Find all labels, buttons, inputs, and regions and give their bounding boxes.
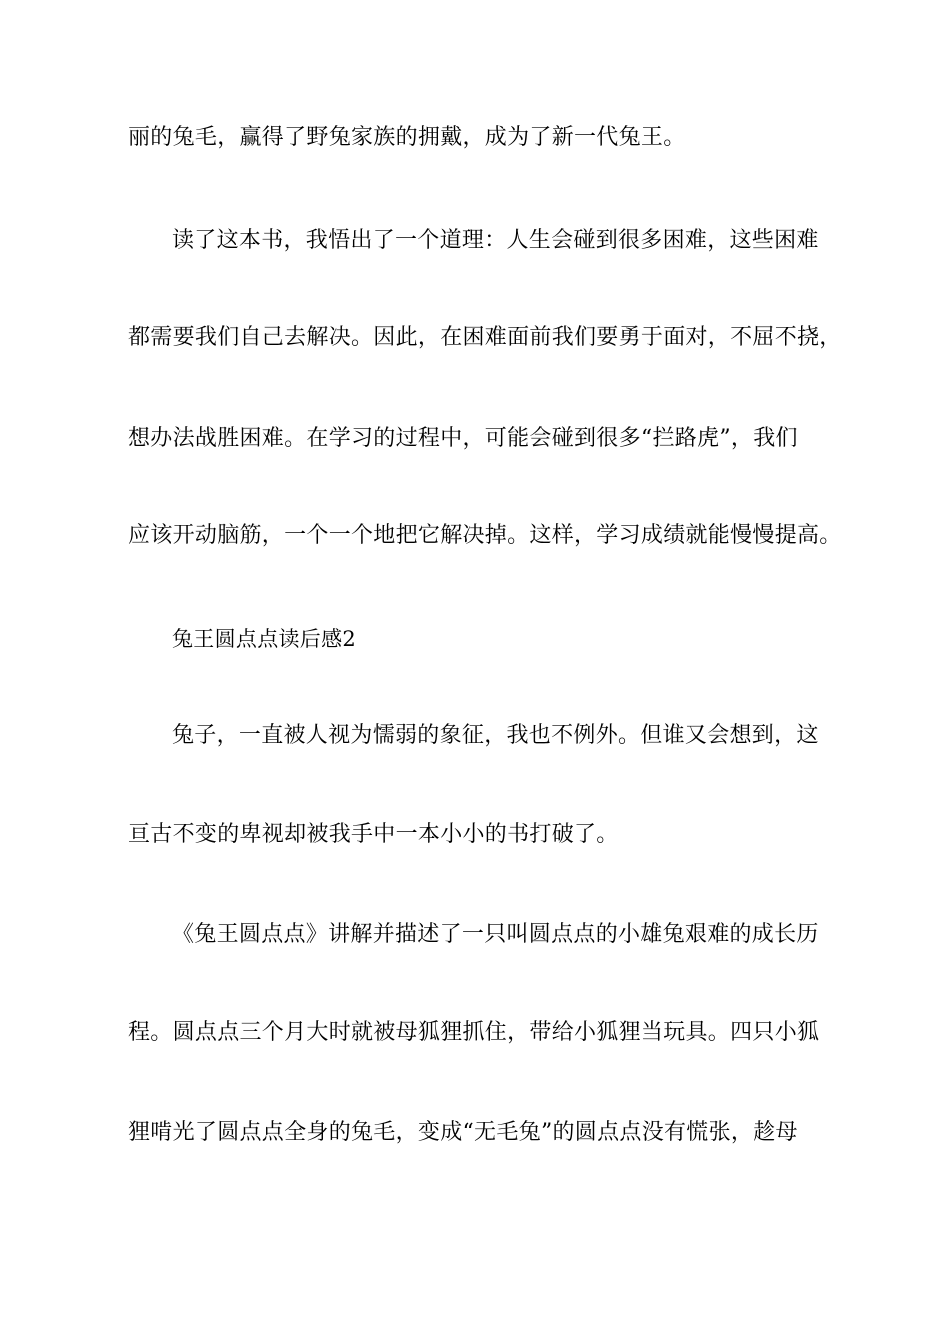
paragraph-line: 亘古不变的卑视却被我手中一本小小的书打破了。 (128, 822, 619, 847)
paragraph-line: 都需要我们自己去解决。因此，在困难面前我们要勇于面对，不屈不挠， (128, 325, 842, 350)
paragraph-line: 兔子，一直被人视为懦弱的象征，我也不例外。但谁又会想到，这 (172, 723, 819, 748)
paragraph-line: 《兔王圆点点》讲解并描述了一只叫圆点点的小雄兔艰难的成长历 (172, 922, 819, 947)
section-heading: 兔王圆点点读后感2 (172, 627, 357, 651)
paragraph-line: 想办法战胜困难。在学习的过程中，可能会碰到很多“拦路虎”，我们 (128, 426, 798, 451)
paragraph-line: 应该开动脑筋，一个一个地把它解决掉。这样，学习成绩就能慢慢提高。 (128, 523, 842, 548)
paragraph-line: 狸啃光了圆点点全身的兔毛，变成“无毛兔”的圆点点没有慌张，趁母 (128, 1120, 798, 1145)
paragraph-line: 读了这本书，我悟出了一个道理：人生会碰到很多困难，这些困难 (172, 228, 819, 253)
paragraph-line: 程。圆点点三个月大时就被母狐狸抓住，带给小狐狸当玩具。四只小狐 (128, 1020, 820, 1045)
paragraph-line: 丽的兔毛，赢得了野兔家族的拥戴，成为了新一代兔王。 (128, 125, 686, 150)
